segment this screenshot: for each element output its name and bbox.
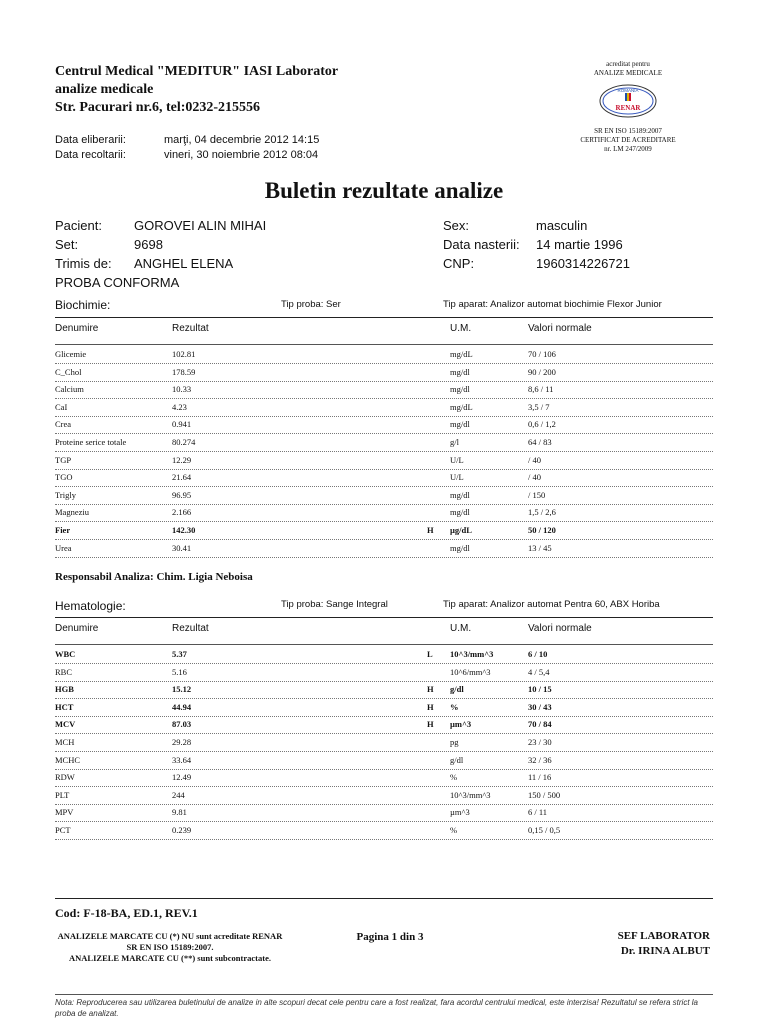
hemato-col-um: U.M. <box>450 623 472 634</box>
hemato-row <box>55 734 713 752</box>
test-flag: H <box>427 684 434 695</box>
test-normal-range: 6 / 10 <box>528 649 548 659</box>
collection-date-value: vineri, 30 noiembrie 2012 08:04 <box>164 149 319 161</box>
test-result: 10.33 <box>172 384 192 395</box>
test-name: MCH <box>55 737 75 747</box>
biochem-row <box>55 540 713 558</box>
test-result: 33.64 <box>172 754 192 765</box>
accreditation-for: acreditat pentru <box>606 60 650 68</box>
hemato-row <box>55 752 713 770</box>
hemato-sample-type: Tip proba: Sange Integral <box>281 599 388 610</box>
biochem-col-normal: Valori normale <box>528 323 592 334</box>
release-date-label: Data eliberarii: <box>55 134 126 146</box>
test-normal-range: 50 / 120 <box>528 525 556 535</box>
hemato-col-result: Rezultat <box>172 623 209 634</box>
test-name: HCT <box>55 701 74 712</box>
page-number: Pagina 1 din 3 <box>356 931 424 943</box>
patient-values-left <box>134 216 266 273</box>
biochem-row <box>55 434 713 452</box>
test-result: 244 <box>172 789 185 800</box>
page-title: Buletin rezultate analize <box>264 178 504 203</box>
test-name: MPV <box>55 807 74 818</box>
biochem-row <box>55 469 713 487</box>
biochem-row <box>55 522 713 540</box>
hemato-col-normal: Valori normale <box>528 623 592 634</box>
lab-chief <box>560 929 710 959</box>
test-normal-range: / 40 <box>528 454 541 465</box>
test-result: 12.49 <box>172 772 192 783</box>
hemato-row <box>55 646 713 664</box>
patient-name: GOROVEI ALIN MIHAI <box>134 218 267 233</box>
test-normal-range: 90 / 200 <box>528 366 556 377</box>
non-accredited-note: ANALIZELE MARCATE CU (*) NU sunt acreditate RENAR SR EN ISO 15189:2007. <box>57 931 283 952</box>
biochem-top-rule <box>55 317 713 318</box>
set-value: 9698 <box>134 237 163 252</box>
test-unit: % <box>450 772 458 783</box>
test-unit: mg/dl <box>450 384 470 395</box>
test-result: 44.94 <box>172 701 192 712</box>
test-flag: H <box>427 525 434 535</box>
biochem-analyzer: Tip aparat: Analizor automat biochimie Flexor Junior <box>443 299 662 310</box>
lab-chief-title: SEF LABORATOR <box>617 930 710 942</box>
test-flag: H <box>427 719 434 730</box>
hemato-row <box>55 804 713 822</box>
test-result: 0.941 <box>172 419 192 430</box>
hemato-row <box>55 681 713 699</box>
hemato-row <box>55 716 713 734</box>
accreditation-scope: ANALIZE MEDICALE <box>593 69 663 77</box>
date-values <box>164 133 319 163</box>
test-unit: µm^3 <box>450 807 470 818</box>
patient-labels-right <box>443 216 520 273</box>
biochem-section-label: Biochimie: <box>55 298 111 312</box>
collection-date-label: Data recoltarii: <box>55 149 126 161</box>
hemato-row <box>55 787 713 805</box>
test-normal-range: 0,15 / 0,5 <box>528 825 561 835</box>
birth-date-label: Data nasterii: <box>443 237 520 252</box>
test-flag: L <box>427 649 433 659</box>
test-normal-range: 64 / 83 <box>528 437 552 447</box>
test-unit: g/l <box>450 437 459 447</box>
biochem-sample-type: Tip proba: Ser <box>281 299 341 310</box>
test-unit: 10^6/mm^3 <box>450 666 491 677</box>
test-normal-range: 30 / 43 <box>528 701 552 712</box>
hemato-row <box>55 769 713 787</box>
test-unit: U/L <box>450 454 464 465</box>
test-result: 15.12 <box>172 684 192 695</box>
biochem-header-rule <box>55 344 713 345</box>
biochem-row <box>55 381 713 399</box>
test-result: 142.30 <box>172 525 196 535</box>
test-name: Crea <box>55 419 72 430</box>
test-result: 2.166 <box>172 507 192 518</box>
test-unit: % <box>450 825 458 835</box>
biochem-row <box>55 364 713 382</box>
cnp-label: CNP: <box>443 256 475 271</box>
sex-value: masculin <box>536 218 588 233</box>
test-name: CaI <box>55 401 68 412</box>
biochem-row <box>55 416 713 434</box>
test-result: 0.239 <box>172 825 192 835</box>
test-name: Trigly <box>55 489 76 500</box>
test-name: TGO <box>55 472 73 483</box>
test-normal-range: 13 / 45 <box>528 542 552 553</box>
test-unit: µg/dL <box>450 525 472 535</box>
test-unit: mg/dL <box>450 349 473 359</box>
sent-by-label: Trimis de: <box>55 256 112 271</box>
test-unit: 10^3/mm^3 <box>450 649 494 659</box>
disclaimer-note: Nota: Reproducerea sau utilizarea buletinului de analize in alte scopuri decat cele pentru care a fost realizat, fara acordul centrului medical, este interzisa! Rezultatul se refera strict la proba de analizat. <box>55 998 699 1018</box>
subcontracted-note: ANALIZELE MARCATE CU (**) sunt subcontractate. <box>69 953 271 963</box>
test-name: TGP <box>55 454 72 465</box>
test-name: Glicemie <box>55 349 87 359</box>
test-unit: µm^3 <box>450 719 472 730</box>
test-unit: U/L <box>450 472 464 483</box>
hemato-top-rule <box>55 617 713 618</box>
test-flag: H <box>427 701 434 712</box>
hemato-col-name: Denumire <box>55 623 99 634</box>
accreditation-standard: SR EN ISO 15189:2007 <box>594 127 662 135</box>
test-normal-range: 32 / 36 <box>528 754 552 765</box>
test-name: Magneziu <box>55 507 89 518</box>
test-result: 96.95 <box>172 489 192 500</box>
test-result: 102.81 <box>172 349 196 359</box>
biochem-row <box>55 399 713 417</box>
biochem-row <box>55 346 713 364</box>
test-normal-range: 23 / 30 <box>528 737 552 747</box>
biochem-row <box>55 452 713 470</box>
test-normal-range: 70 / 106 <box>528 349 556 359</box>
test-result: 5.37 <box>172 649 187 659</box>
release-date-value: marţi, 04 decembrie 2012 14:15 <box>164 134 320 146</box>
lab-name-line2: analize medicale <box>55 82 154 97</box>
test-result: 12.29 <box>172 454 192 465</box>
test-unit: mg/dl <box>450 489 470 500</box>
accreditation-certificate: CERTIFICAT DE ACREDITARE <box>580 136 676 144</box>
test-result: 29.28 <box>172 737 192 747</box>
test-normal-range: 1,5 / 2,6 <box>528 507 556 518</box>
test-unit: mg/dl <box>450 542 470 553</box>
test-name: Proteine serice totale <box>55 437 127 447</box>
set-label: Set: <box>55 237 79 252</box>
test-unit: mg/dl <box>450 507 470 518</box>
test-normal-range: 3,5 / 7 <box>528 401 550 412</box>
biochem-col-result: Rezultat <box>172 323 209 334</box>
test-name: PCT <box>55 825 71 835</box>
test-result: 5.16 <box>172 666 187 677</box>
test-name: PLT <box>55 789 70 800</box>
birth-date-value: 14 martie 1996 <box>536 237 623 252</box>
biochem-col-um: U.M. <box>450 323 472 334</box>
test-result: 21.64 <box>172 472 192 483</box>
accreditation-top <box>548 60 708 78</box>
test-name: C_Chol <box>55 366 82 377</box>
accreditation-number: nr. LM 247/2009 <box>604 145 652 153</box>
date-labels <box>55 133 126 163</box>
test-unit: pg <box>450 737 459 747</box>
test-unit: g/dl <box>450 754 464 765</box>
accreditation-bottom <box>548 127 708 154</box>
test-name: HGB <box>55 684 74 695</box>
test-normal-range: 0,6 / 1,2 <box>528 419 556 430</box>
test-normal-range: / 150 <box>528 489 546 500</box>
test-result: 178.59 <box>172 366 196 377</box>
test-name: Urea <box>55 542 72 553</box>
responsible-analyst: Responsabil Analiza: Chim. Ligia Neboisa <box>55 571 253 583</box>
test-unit: mg/dl <box>450 419 470 430</box>
test-name: MCV <box>55 719 76 730</box>
test-unit: mg/dl <box>450 366 470 377</box>
test-normal-range: 6 / 11 <box>528 807 548 818</box>
test-name: Calcium <box>55 384 84 395</box>
lab-chief-name: Dr. IRINA ALBUT <box>620 945 710 957</box>
nota-rule <box>55 994 713 995</box>
test-unit: mg/dL <box>450 401 473 412</box>
cnp-value: 1960314226721 <box>536 256 630 271</box>
test-unit: g/dl <box>450 684 464 695</box>
test-name: RDW <box>55 772 75 783</box>
hemato-row <box>55 664 713 682</box>
test-name: RBC <box>55 666 73 677</box>
hemato-row <box>55 699 713 717</box>
test-name: Fier <box>55 525 71 535</box>
sex-label: Sex: <box>443 218 470 233</box>
lab-address: Str. Pacurari nr.6, tel:0232-215556 <box>55 100 261 115</box>
hemato-row <box>55 822 713 840</box>
test-normal-range: 70 / 84 <box>528 719 552 730</box>
test-unit: % <box>450 701 459 712</box>
sample-status: PROBA CONFORMA <box>55 275 180 290</box>
biochem-row <box>55 487 713 505</box>
sent-by-value: ANGHEL ELENA <box>134 256 234 271</box>
lab-name-line1: Centrul Medical "MEDITUR" IASI Laborator <box>55 64 339 79</box>
test-normal-range: 8,6 / 11 <box>528 384 554 395</box>
hemato-section-label: Hematologie: <box>55 599 126 613</box>
accreditation-notes <box>55 931 285 964</box>
test-normal-range: / 40 <box>528 472 541 483</box>
test-normal-range: 4 / 5,4 <box>528 666 550 677</box>
test-result: 80.274 <box>172 437 196 447</box>
test-result: 87.03 <box>172 719 192 730</box>
lab-header <box>55 63 338 117</box>
hemato-header-rule <box>55 644 713 645</box>
renar-seal-icon <box>598 83 658 119</box>
test-unit: 10^3/mm^3 <box>450 789 491 800</box>
form-code: Cod: F-18-BA, ED.1, REV.1 <box>55 906 198 920</box>
hemato-analyzer: Tip aparat: Analizor automat Pentra 60, ABX Horiba <box>443 599 660 610</box>
footer-rule <box>55 898 713 899</box>
patient-values-right <box>536 216 630 273</box>
test-normal-range: 10 / 15 <box>528 684 552 695</box>
seal-country-text: ROMANIA <box>617 88 639 93</box>
patient-label: Pacient: <box>55 218 102 233</box>
test-result: 9.81 <box>172 807 187 818</box>
biochem-col-name: Denumire <box>55 323 99 334</box>
seal-name-text: RENAR <box>615 104 641 112</box>
biochem-row <box>55 504 713 522</box>
test-name: WBC <box>55 649 76 659</box>
test-normal-range: 150 / 500 <box>528 789 561 800</box>
test-name: MCHC <box>55 754 81 765</box>
test-result: 4.23 <box>172 401 187 412</box>
test-result: 30.41 <box>172 542 192 553</box>
test-normal-range: 11 / 16 <box>528 772 552 783</box>
